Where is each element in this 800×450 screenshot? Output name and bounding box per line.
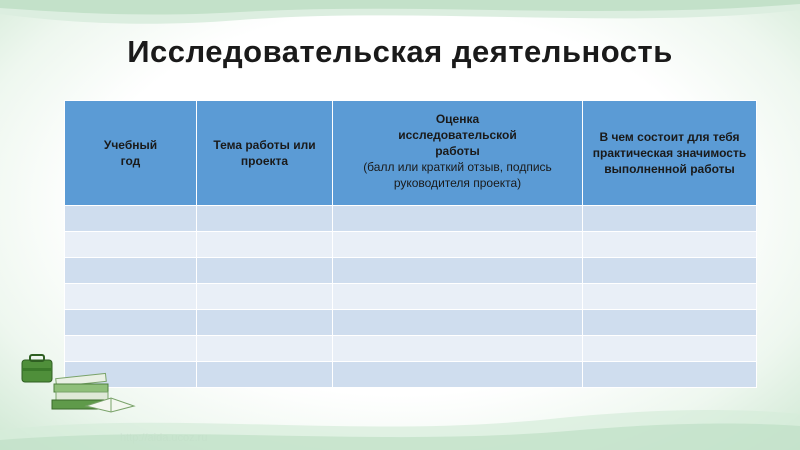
header-significance (583, 101, 757, 206)
table-row (65, 206, 757, 232)
table-cell[interactable] (583, 232, 757, 258)
table-cell[interactable] (65, 284, 197, 310)
table-header-row (65, 101, 757, 206)
header-topic (197, 101, 333, 206)
table-cell[interactable] (333, 310, 583, 336)
top-wave-decoration (0, 0, 800, 36)
table-cell[interactable] (583, 362, 757, 388)
table-row (65, 362, 757, 388)
table-cell[interactable] (197, 232, 333, 258)
table-cell[interactable] (583, 310, 757, 336)
table-cell[interactable] (333, 206, 583, 232)
header-evaluation (333, 101, 583, 206)
table-row (65, 284, 757, 310)
table-cell[interactable] (333, 362, 583, 388)
table-cell[interactable] (583, 336, 757, 362)
research-table (64, 100, 757, 388)
table-cell[interactable] (197, 362, 333, 388)
header-year-label: Учебный год (103, 138, 158, 168)
table-row (65, 336, 757, 362)
table-cell[interactable] (333, 258, 583, 284)
table-cell[interactable] (333, 232, 583, 258)
table-cell[interactable] (197, 284, 333, 310)
header-evaluation-note: (балл или краткий отзыв, подпись руководителя проекта) (363, 160, 552, 190)
table-cell[interactable] (65, 258, 197, 284)
table-cell[interactable] (583, 258, 757, 284)
table-cell[interactable] (197, 310, 333, 336)
table-cell[interactable] (333, 284, 583, 310)
table-row (65, 232, 757, 258)
page-title: Исследовательская деятельность (127, 34, 673, 69)
table-cell[interactable] (197, 336, 333, 362)
bottom-wave-decoration (0, 390, 800, 450)
header-year (65, 101, 197, 206)
table-cell[interactable] (65, 232, 197, 258)
table-row (65, 258, 757, 284)
table-cell[interactable] (197, 206, 333, 232)
header-significance-label: В чем состоит для тебя практическая значимость выполненной работы (592, 130, 747, 176)
header-evaluation-label: Оценка исследовательской работы (398, 112, 517, 158)
table-cell[interactable] (197, 258, 333, 284)
table-cell[interactable] (333, 336, 583, 362)
table-row (65, 310, 757, 336)
table-cell[interactable] (583, 284, 757, 310)
header-topic-label: Тема работы или проекта (213, 138, 316, 168)
table-cell[interactable] (65, 206, 197, 232)
table-cell[interactable] (65, 310, 197, 336)
table-cell[interactable] (583, 206, 757, 232)
